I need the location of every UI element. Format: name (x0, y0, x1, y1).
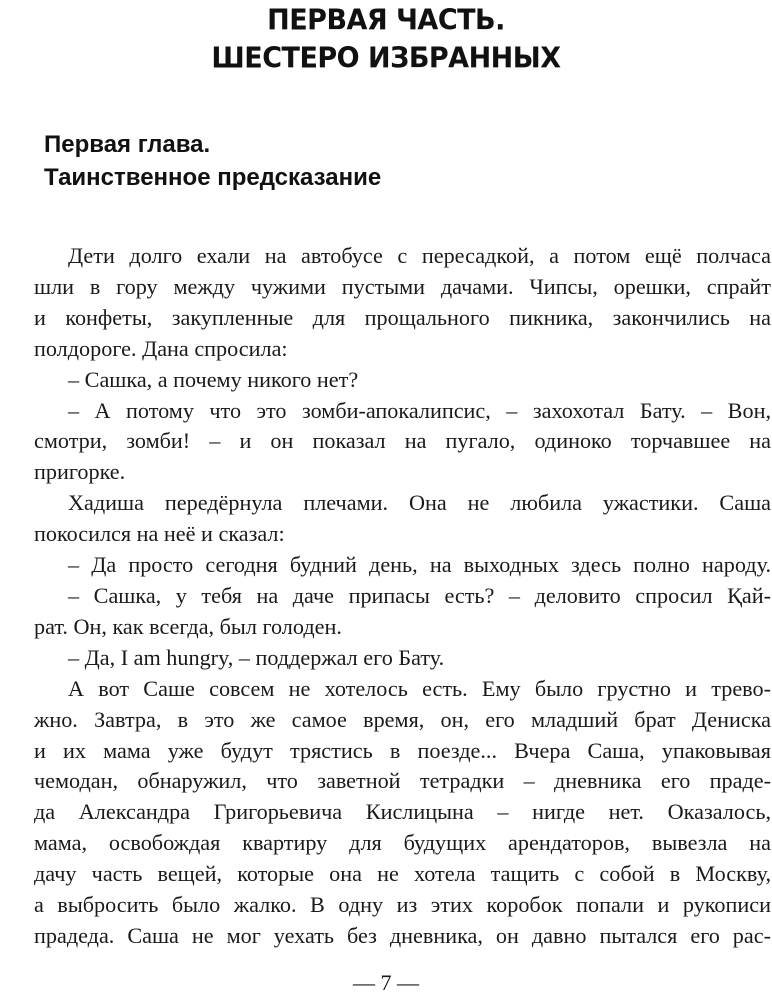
text-line: – Да, I am hungry, – поддержал его Бату. (68, 644, 445, 670)
text-line: и конфеты, закупленные для прощального пикника, закончились на (34, 304, 771, 330)
chapter-title-line-2: Таинственное предсказание (44, 164, 382, 191)
text-line: пригорке. (34, 459, 126, 485)
text-line: А вот Саше совсем не хотелось есть. Ему было грустно и трево- (68, 675, 771, 701)
text-line: да Александра Григорьевича Кислицына – нигде нет. Оказалось, (34, 799, 771, 825)
text-line: и их мама уже будут трястись в поезде... Вчера Саша, упаковывая (34, 737, 771, 763)
part-title (0, 2, 772, 78)
chapter-title-line-1: Первая глава. (44, 131, 211, 158)
text-line: жно. Завтра, в это же самое время, он, его младший брат Дениска (34, 706, 771, 732)
text-line: чемодан, обнаружил, что заветной тетрадки – дневника его праде- (34, 768, 771, 794)
text-line: шли в гору между чужими пустыми дачами. Чипсы, орешки, спрайт (34, 273, 771, 299)
text-line: дачу часть вещей, которые она не хотела тащить с собой в Москву, (34, 861, 771, 887)
body-text (34, 241, 771, 952)
text-line: смотри, зомби! – и он показал на пугало, одиноко торчавшее на (34, 428, 771, 454)
text-line: мама, освобождая квартиру для будущих арендаторов, вывезла на (34, 830, 771, 856)
text-line: покосился на неё и сказал: (34, 521, 285, 547)
text-line: а выбросить было жалко. В одну из этих коробок попали и рукописи (34, 892, 771, 918)
text-line: полдороге. Дана спросила: (34, 335, 288, 361)
chapter-title (44, 128, 381, 194)
page-number: — 7 — (353, 970, 419, 995)
text-line: Хадиша передёрнула плечами. Она не любила ужастики. Саша (68, 490, 771, 516)
text-line: Дети долго ехали на автобусе с пересадкой, а потом ещё полчаса (68, 243, 771, 268)
text-line: – Сашка, у тебя на даче припасы есть? – деловито спросил Қай- (68, 582, 771, 608)
text-line: – Сашка, а почему никого нет? (68, 366, 359, 392)
text-line: – А потому что это зомби-апокалипсис, – захохотал Бату. – Вон, (68, 397, 771, 423)
text-line: прадеда. Саша не мог уехать без дневника, он давно пытался его рас- (34, 922, 771, 948)
text-line: – Да просто сегодня будний день, на выходных здесь полно народу. (68, 552, 771, 578)
part-title-line-1: ПЕРВАЯ ЧАСТЬ. (267, 4, 505, 37)
text-line: рат. Он, как всегда, был голоден. (34, 613, 342, 639)
part-title-line-2: ШЕСТЕРО ИЗБРАННЫХ (211, 42, 561, 75)
